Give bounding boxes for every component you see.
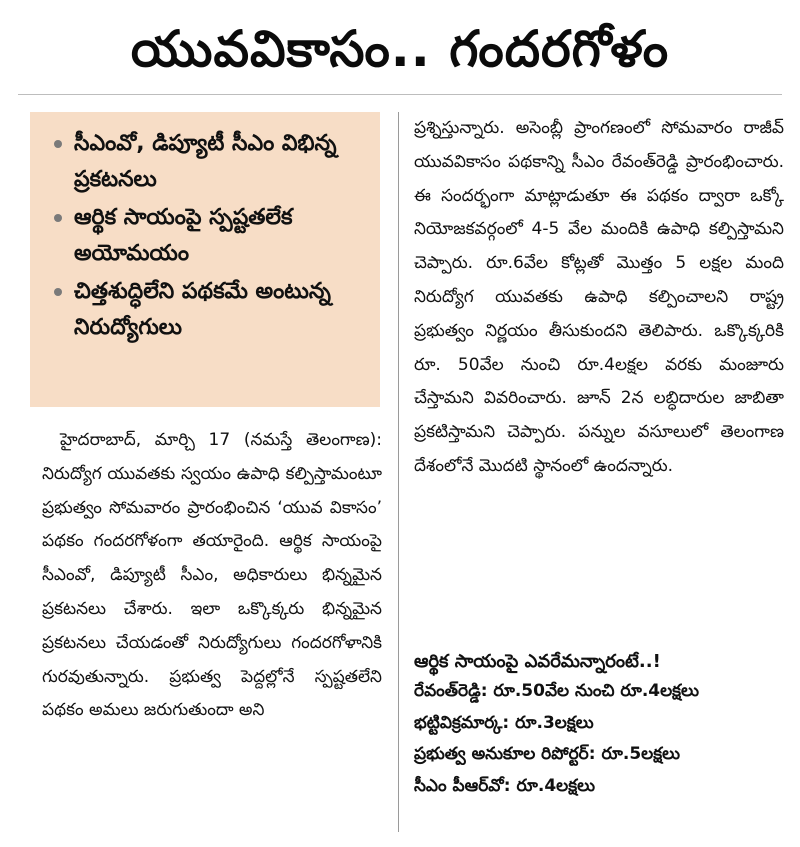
bullet-icon — [54, 214, 62, 222]
opinion-speaker: సీఎం పీఆర్‌వో : — [414, 776, 516, 796]
highlight-text: సీఎంవో, డిప్యూటీ సీఎం విభిన్న ప్రకటనలు — [74, 131, 337, 192]
headline-rule — [18, 94, 782, 95]
column-divider — [398, 112, 399, 832]
dateline: హైదరాబాద్, మార్చి 17 (నమస్తే తెలంగాణ): — [60, 430, 382, 450]
highlight-item — [48, 126, 372, 198]
bullet-icon — [54, 288, 62, 296]
article-body-right: ప్రశ్నిస్తున్నారు. అసెంబ్లీ ప్రాంగణంలో సోమవారం రాజీవ్ యువవికాసం పథకాన్ని సీఎం రేవంత్‌రెడ్డి ప్రారంభించారు. ఈ సందర్భంగా మాట్లాడుతూ ఈ పథకం ద్వారా ఒక్కో నియోజకవర్గంలో 4-5 వేల మందికి ఉపాధి కల్పిస్తామని చెప్పారు. రూ.6వేల కోట్లతో మొత్తం 5 లక్షల మంది నిరుద్యోగ యువతకు ఉపాధి కల్పించాలని రాష్ట్ర ప్రభుత్వం నిర్ణయం తీసుకుందని తెలిపారు. ఒక్కొక్కరికి రూ. 50వేల నుంచి రూ.4లక్షల వరకు మంజూరు చేస్తామని వివరించారు. జూన్ 2న లబ్ధిదారుల జాబితా ప్రకటిస్తామని చెప్పారు. పన్నుల వసూలులో తెలంగాణ దేశంలోనే మొదటి స్థానంలో ఉందన్నారు. — [414, 118, 784, 476]
highlight-item — [48, 200, 372, 272]
highlight-text: ఆర్థిక సాయంపై స్పష్టతలేక అయోమయం — [74, 205, 293, 266]
opinion-amount: రూ.5లక్షలు — [601, 744, 681, 764]
opinion-amount: రూ.50వేల నుంచి రూ.4లక్షలు — [493, 681, 699, 701]
opinion-speaker: భట్టివిక్రమార్క : — [414, 713, 515, 733]
sidebar-heading: ఆర్థిక సాయంపై ఎవరేమన్నారంటే..! — [414, 651, 661, 672]
opinion-item — [414, 676, 784, 708]
bullet-icon — [54, 140, 62, 148]
opinion-amount: రూ.4లక్షలు — [516, 775, 596, 796]
article-column-right — [414, 112, 784, 484]
opinion-amount: రూ.3లక్షలు — [515, 712, 594, 733]
article-body-left: నిరుద్యోగ యువతకు స్వయం ఉపాధి కల్పిస్తామంటూ ప్రభుత్వం సోమవారం ప్రారంభించిన ‘యువ వికాసం’ పథకం గందరగోళంగా తయారైంది. ఆర్థిక సాయంపై సీఎంవో, డిప్యూటీ సీఎం, అధికారులు భిన్నమైన ప్రకటనలు చేశారు. ఇలా ఒక్కొక్కరు భిన్నమైన ప్రకటనలు చేయడంతో నిరుద్యోగులు గందరగోళానికి గురవుతున్నారు. ప్రభుత్వ పెద్దల్లోనే స్పష్టతలేని పథకం అమలు జరుగుతుందా అని — [42, 463, 382, 721]
opinion-speaker: ప్రభుత్వ అనుకూల రిపోర్టర్ : — [414, 744, 601, 764]
opinions-list — [414, 676, 784, 802]
article-column-left — [42, 424, 382, 728]
opinion-speaker: రేవంత్‌రెడ్డి : — [414, 681, 493, 701]
highlight-item — [48, 274, 372, 346]
headline: యువవికాసం.. గందరగోళం — [130, 20, 670, 78]
opinion-item — [414, 739, 784, 771]
opinion-item — [414, 708, 784, 740]
highlights-box — [30, 112, 380, 407]
highlight-text: చిత్తశుద్ధిలేని పథకమే అంటున్న నిరుద్యోగులు — [74, 279, 331, 340]
opinion-item — [414, 771, 784, 803]
